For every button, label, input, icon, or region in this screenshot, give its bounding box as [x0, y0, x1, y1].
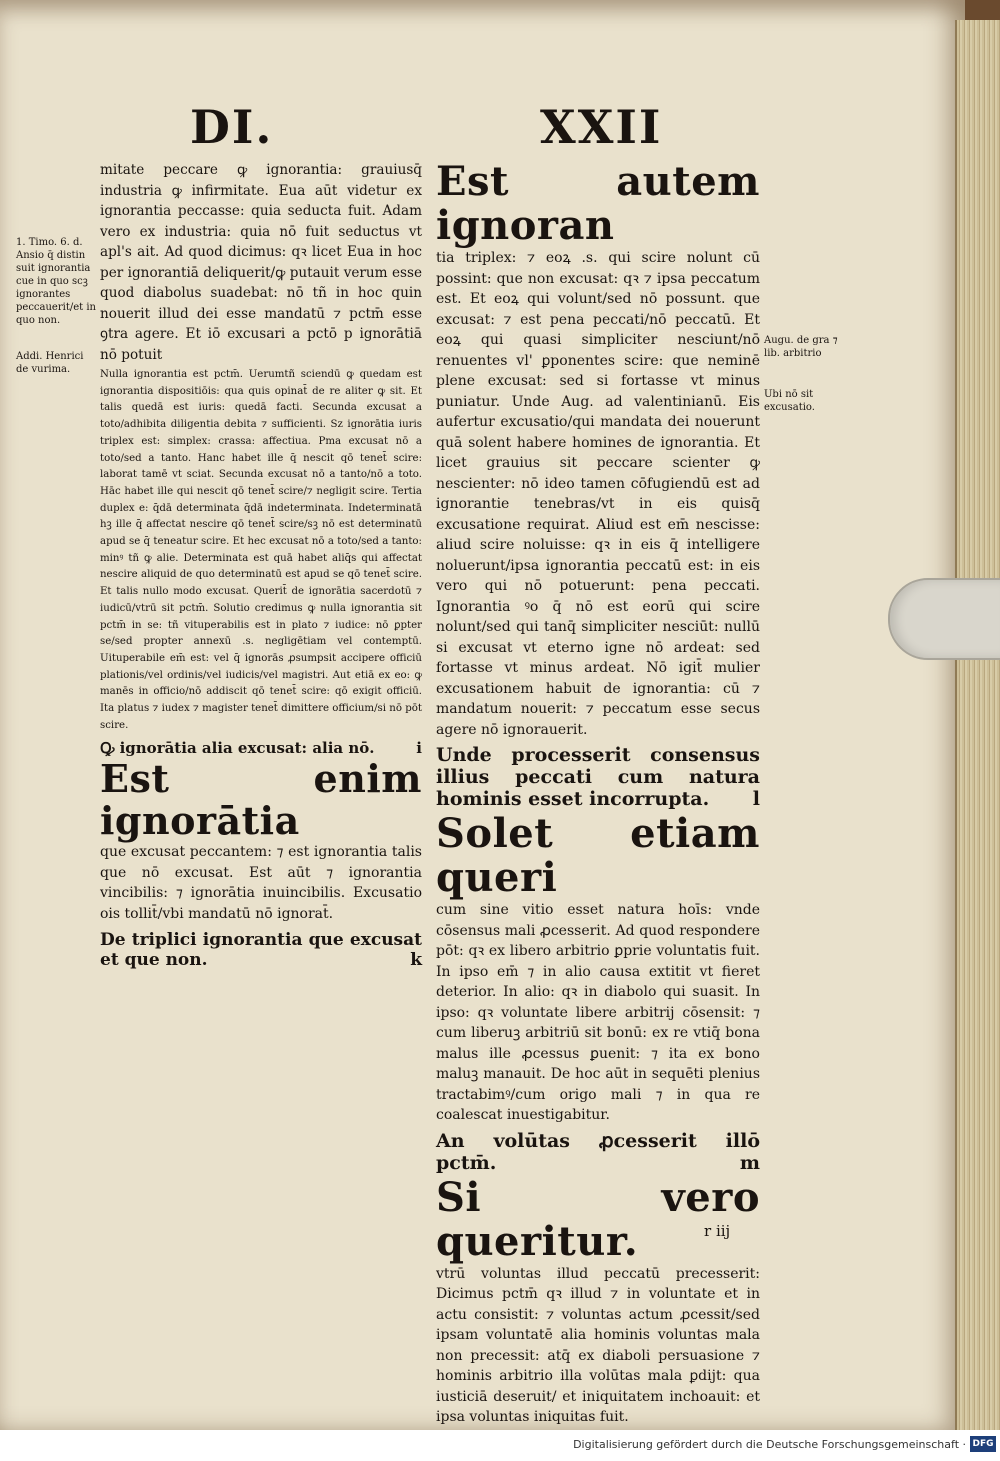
right-big-initial-2: Solet etiam queri	[436, 810, 760, 901]
left-margin-note-1: 1. Timo. 6. d. Ansio q̄ distin suit ignorantia cue in quo scꝫ ignorantes peccauerit/et in quo non.	[16, 237, 96, 326]
right-big-initial-1: Est autem ignoran	[436, 158, 760, 249]
footer-credit: Digitalisierung gefördert durch die Deutsche Forschungsgemeinschaft ·	[573, 1438, 966, 1451]
footer-bar	[0, 1430, 1000, 1461]
left-column-text-small: Nulla ignorantia est pctm̄. Uerumtñ sciendū ꝙ quedam est ignorantia dispositiōis: qua quis opinat̄ de re aliter ꝙ sit. Et talis quedā est iuris: quedā facti. Secunda excusat a toto/adhibita diligentia debita ⁊ sufficienti. Sz ignorātia iuris triplex est: simplex: crassa: affectiua. Pma excusat nō a toto/sed a tanto. Hanc habet ille q̄ nescit qō tenet̄ scire: laborat tamē vt sciat. Secunda excusat nō a tanto/nō a toto. Hāc habet ille qui nescit qō tenet̄ scire/⁊ negligit scire. Tertia duplex e: q̄dā determinata q̄dā indeterminata. Indeterminatā hꝫ ille q̄ affectat nescire qō tenet̄ scire/sꝫ nō est determinatū apud se q̄ teneatur scire. Et hec excusat nō a toto/sed a tanto: minꝰ tñ ꝙ alie. Determinata est quā habet aliq̄s qui affectat nescire aliquid de quo determinatū est apud se qō tenet̄ scire. Et talis nullo modo excusat. Querit̄ de ignorātia sacerdotū ⁊ iudicū/vtrū sit pctm̄. Solutio credimus ꝙ nulla ignorantia sit pctm̄ in se: tñ vituperabilis est in plato ⁊ iudice: nō ꝑpter se/sed propter annexū .s. negligētiam vel contemptū. Uituperabile em̄ est: vel q̄ ignorās ꝓsumpsit accipere officiū plationis/vel ordinis/vel iudicis/vel magistri. Aut etiā ex eo: ꝙ manēs in officio/nō addiscit qō tenet̄ scire: qō exigit officiū. Ita platus ⁊ iudex ⁊ magister tenet̄ dimittere officium/si nō pōt scire.	[100, 369, 422, 731]
final-rubric-text: De triplici ignorantia que excusat et que non.	[100, 930, 422, 971]
left-margin-note-2: Addi. Henrici de vurima.	[16, 351, 84, 375]
right-column-rubric-2	[436, 1130, 760, 1174]
rubric-1-marker: l	[752, 788, 760, 810]
page-clip	[888, 578, 1000, 660]
right-column-rubric-1	[436, 744, 760, 810]
heading-right: XXII	[540, 100, 663, 154]
right-column-text-3: vtrū voluntas illud peccatū precesserit: Dicimus pctm̄ qꝛ illud ⁊ in voluntate et in actu consistit: ⁊ voluntas actum ꝓcessit/sed ipsam voluntatē alia hominis voluntas mala non precessit: atq̄ ex diaboli persuasione ⁊ hominis arbitrio illa volūtas mala ꝑdijt: qua iusticiā deseruit/ et iniquitatem inchoauit: et ipsa voluntas iniquitas fuit.	[436, 1265, 760, 1425]
right-column-text-2: cum sine vitio esset natura hoīs: vnde cōsensus mali ꝓcesserit. Ad quod respondere pōt: qꝛ ex libero arbitrio ꝑprie voluntatis fuit. In ipso em̄ ⁊ in alio causa extitit vt fieret deterior. In alio: qꝛ in diabolo qui suasit. In ipso: qꝛ voluntate libere arbitrij cōsensit: ⁊ cum liberuꝫ arbitriū sit bonū: ex re vtiq̄ bona malus ille ꝓcessus ꝑuenit: ⁊ ita ex bono maluꝫ manauit. De hoc aūt in sequēti plenius tractabimꝰ/cum origo mali ⁊ in qua re coalescat inuestigabitur.	[436, 902, 760, 1123]
rubric-2-marker: m	[739, 1151, 760, 1174]
left-column-rubric-line	[100, 738, 422, 758]
dfg-logo-icon: DFG	[970, 1436, 996, 1452]
left-column-text-top: mitate peccare ꝙ ignorantia: grauiusq̄ industria ꝙ infirmitate. Eua aūt videtur ex ignorantia peccasse: quia seducta fuit. Adam vero ex industria: quia nō fuit seductus vt apl's ait. Ad quod dicimus: qꝛ licet Eua in hoc per ignorantiā deliquerit/ꝙ putauit verum esse quod diabolus suadebat: nō tñ in hoc quin nouerit illud dei esse mandatū ⁊ pctm̄ esse ꝯtra agere. Et iō excusari a pctō p ignorātiā nō potuit	[100, 162, 422, 363]
left-column-text-after: que excusat peccantem: ⁊ est ignorantia talis que nō excusat. Est aūt ⁊ ignorantia vincibilis: ⁊ ignorātia inuincibilis. Excusatio ois tollit̄/vbi mandatū nō ignorat̄.	[100, 844, 422, 922]
rubric-1-text: Unde processerit consensus illius peccati cum natura hominis esset incorrupta.	[436, 744, 760, 810]
right-margin-note-2: Ubi nō sit excusatio.	[764, 389, 815, 413]
rubric-line-text: Ꝙ ignorātia alia excusat: alia nō.	[100, 739, 375, 758]
signature-mark: r iij	[704, 1222, 731, 1240]
rubric-marker: i	[416, 739, 422, 758]
right-margin-note-1: Augu. de gra ⁊ lib. arbitrio	[764, 335, 838, 359]
left-column-final-rubric	[100, 930, 422, 970]
right-column-text-1: tia triplex: ⁊ eoꝝ .s. qui scire nolunt cū possint: que non excusat: qꝛ ⁊ ipsa peccatum est. Et eoꝝ qui volunt/sed nō possunt. que excusat: ⁊ est pena peccati/nō peccatū. Et eoꝝ qui quasi simpliciter nesciunt/nō renuentes vl' ꝑponentes scire: que neminē plene excusat: sed si fortasse vt minus puniatur. Unde Aug. ad valentinianū. Eis aufertur excusatio/qui mandata dei nouerunt quā solent habere homines de ignorantia. Et licet grauius sit peccare scienter ꝙ nescienter: nō ideo tamen cōfugiendū est ad ignorantie tenebras/vt in eis quisq̄ excusatione requirat. Aliud est em̄ nescisse: aliud scire noluisse: qꝛ in eis q̄ intelligere noluerunt/ipsa ignorantia peccatū est: in eis vero qui nō potuerunt: pena peccati. Ignorantia ꝰo q̄ nō est eorū qui scire nolunt/sed qui tanq̄ simpliciter nesciūt: nullū si excusat vt eterno igne nō ardeat: sed fortasse vt minus ardeat. Nō igit̄ mulier excusationem habuit de ignorantia: cū ⁊ mandatum nouerit: ⁊ peccatum esse secus agere nō ignorauerit.	[436, 250, 760, 738]
left-column	[100, 160, 422, 970]
left-big-initial: Est enim ignorātia	[100, 756, 422, 844]
book-page-edges	[955, 20, 1000, 1430]
final-marker: k	[410, 950, 422, 971]
rubric-2-text: An volūtas ꝓcesserit illō pctm̄.	[436, 1129, 760, 1174]
heading-left: DI.	[190, 100, 274, 154]
right-big-initial-3: Si vero queritur.	[436, 1173, 760, 1265]
